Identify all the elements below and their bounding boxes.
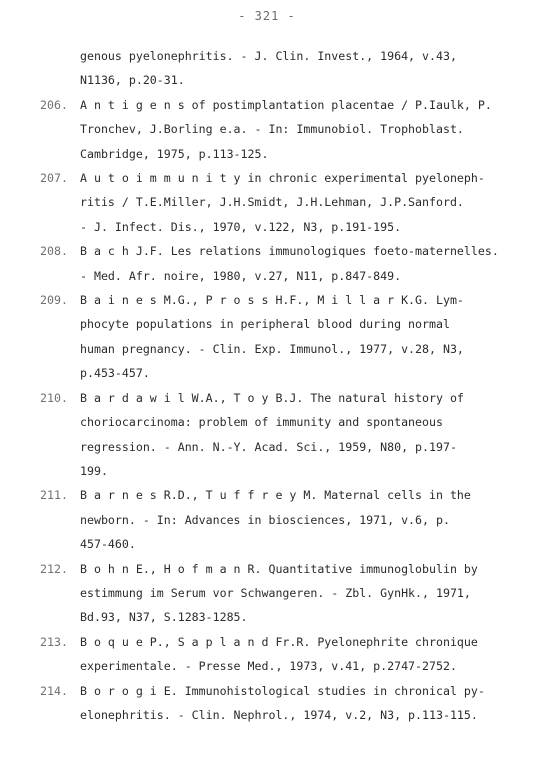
reference-line: newborn. - In: Advances in biosciences, 1971, v.6, p. — [80, 512, 450, 527]
reference-line: N1136, p.20-31. — [80, 73, 185, 88]
reference-line: - J. Infect. Dis., 1970, v.122, N3, p.191-195. — [80, 219, 402, 234]
reference-line: - Med. Afr. noire, 1980, v.27, N11, p.847-849. — [80, 268, 402, 283]
reference-line: Tronchev, J.Borling e.a. - In: Immunobiol. Trophoblast. — [80, 122, 464, 137]
reference-item — [40, 679, 520, 728]
reference-item — [40, 630, 520, 679]
reference-text — [80, 483, 520, 556]
reference-number: 209. — [40, 293, 68, 308]
reference-item — [40, 386, 520, 484]
reference-list — [40, 44, 520, 727]
reference-text — [80, 44, 520, 93]
reference-line: Bd.93, N37, S.1283-1285. — [80, 610, 248, 625]
reference-text — [80, 630, 520, 679]
reference-line: regression. - Ann. N.-Y. Acad. Sci., 1959, N80, p.197- — [80, 439, 457, 454]
reference-line: ritis / T.E.Miller, J.H.Smidt, J.H.Lehman, J.P.Sanford. — [80, 195, 464, 210]
reference-item — [40, 288, 520, 386]
reference-line: A u t o i m m u n i t y in chronic experimental pyeloneph- — [80, 171, 485, 186]
reference-continuation — [40, 44, 520, 93]
reference-item — [40, 483, 520, 556]
reference-line: A n t i g e n s of postimplantation placentae / P.Iaulk, P. — [80, 97, 492, 112]
reference-number: 213. — [40, 634, 68, 649]
reference-line: B o h n E., H o f m a n R. Quantitative immunoglobulin by — [80, 561, 478, 576]
reference-line: B a r n e s R.D., T u f f r e y M. Maternal cells in the — [80, 488, 471, 503]
reference-text — [80, 679, 520, 728]
reference-line: B a i n e s M.G., P r o s s H.F., M i l l a r K.G. Lym- — [80, 293, 464, 308]
reference-number: 210. — [40, 390, 68, 405]
reference-text — [80, 557, 520, 630]
reference-line: genous pyelonephritis. - J. Clin. Invest., 1964, v.43, — [80, 49, 457, 63]
reference-item — [40, 93, 520, 166]
reference-line: B a c h J.F. Les relations immunologiques foeto-maternelles. — [80, 244, 499, 259]
reference-line: 199. — [80, 463, 108, 478]
reference-line: elonephritis. - Clin. Nephrol., 1974, v.2, N3, p.113-115. — [80, 707, 478, 722]
page-number: - 321 - — [238, 9, 296, 23]
reference-line: estimmung im Serum vor Schwangeren. - Zbl. GynHk., 1971, — [80, 585, 471, 600]
reference-text — [80, 288, 520, 386]
reference-line: phocyte populations in peripheral blood during normal — [80, 317, 450, 332]
reference-number: 214. — [40, 683, 68, 698]
reference-number: 211. — [40, 488, 68, 503]
reference-line: B o q u e P., S a p l a n d Fr.R. Pyelonephrite chronique — [80, 634, 478, 649]
reference-number: 208. — [40, 244, 68, 259]
reference-item — [40, 557, 520, 630]
reference-number: 207. — [40, 171, 68, 186]
reference-number: 206. — [40, 97, 68, 112]
reference-line: p.453-457. — [80, 366, 150, 381]
reference-text — [80, 239, 520, 288]
reference-text — [80, 166, 520, 239]
reference-number: 212. — [40, 561, 68, 576]
reference-line: choriocarcinoma: problem of immunity and spontaneous — [80, 415, 443, 430]
reference-number — [40, 44, 80, 93]
reference-line: human pregnancy. - Clin. Exp. Immunol., 1977, v.28, N3, — [80, 341, 464, 356]
reference-item — [40, 166, 520, 239]
reference-line: Cambridge, 1975, p.113-125. — [80, 146, 269, 161]
reference-line: B a r d a w i l W.A., T o y B.J. The natural history of — [80, 390, 464, 405]
reference-text — [80, 386, 520, 484]
reference-line: B o r o g i E. Immunohistological studies in chronical py- — [80, 683, 485, 698]
reference-text — [80, 93, 520, 166]
reference-line: 457-460. — [80, 537, 136, 552]
reference-item — [40, 239, 520, 288]
reference-line: experimentale. - Presse Med., 1973, v.41, p.2747-2752. — [80, 659, 457, 674]
